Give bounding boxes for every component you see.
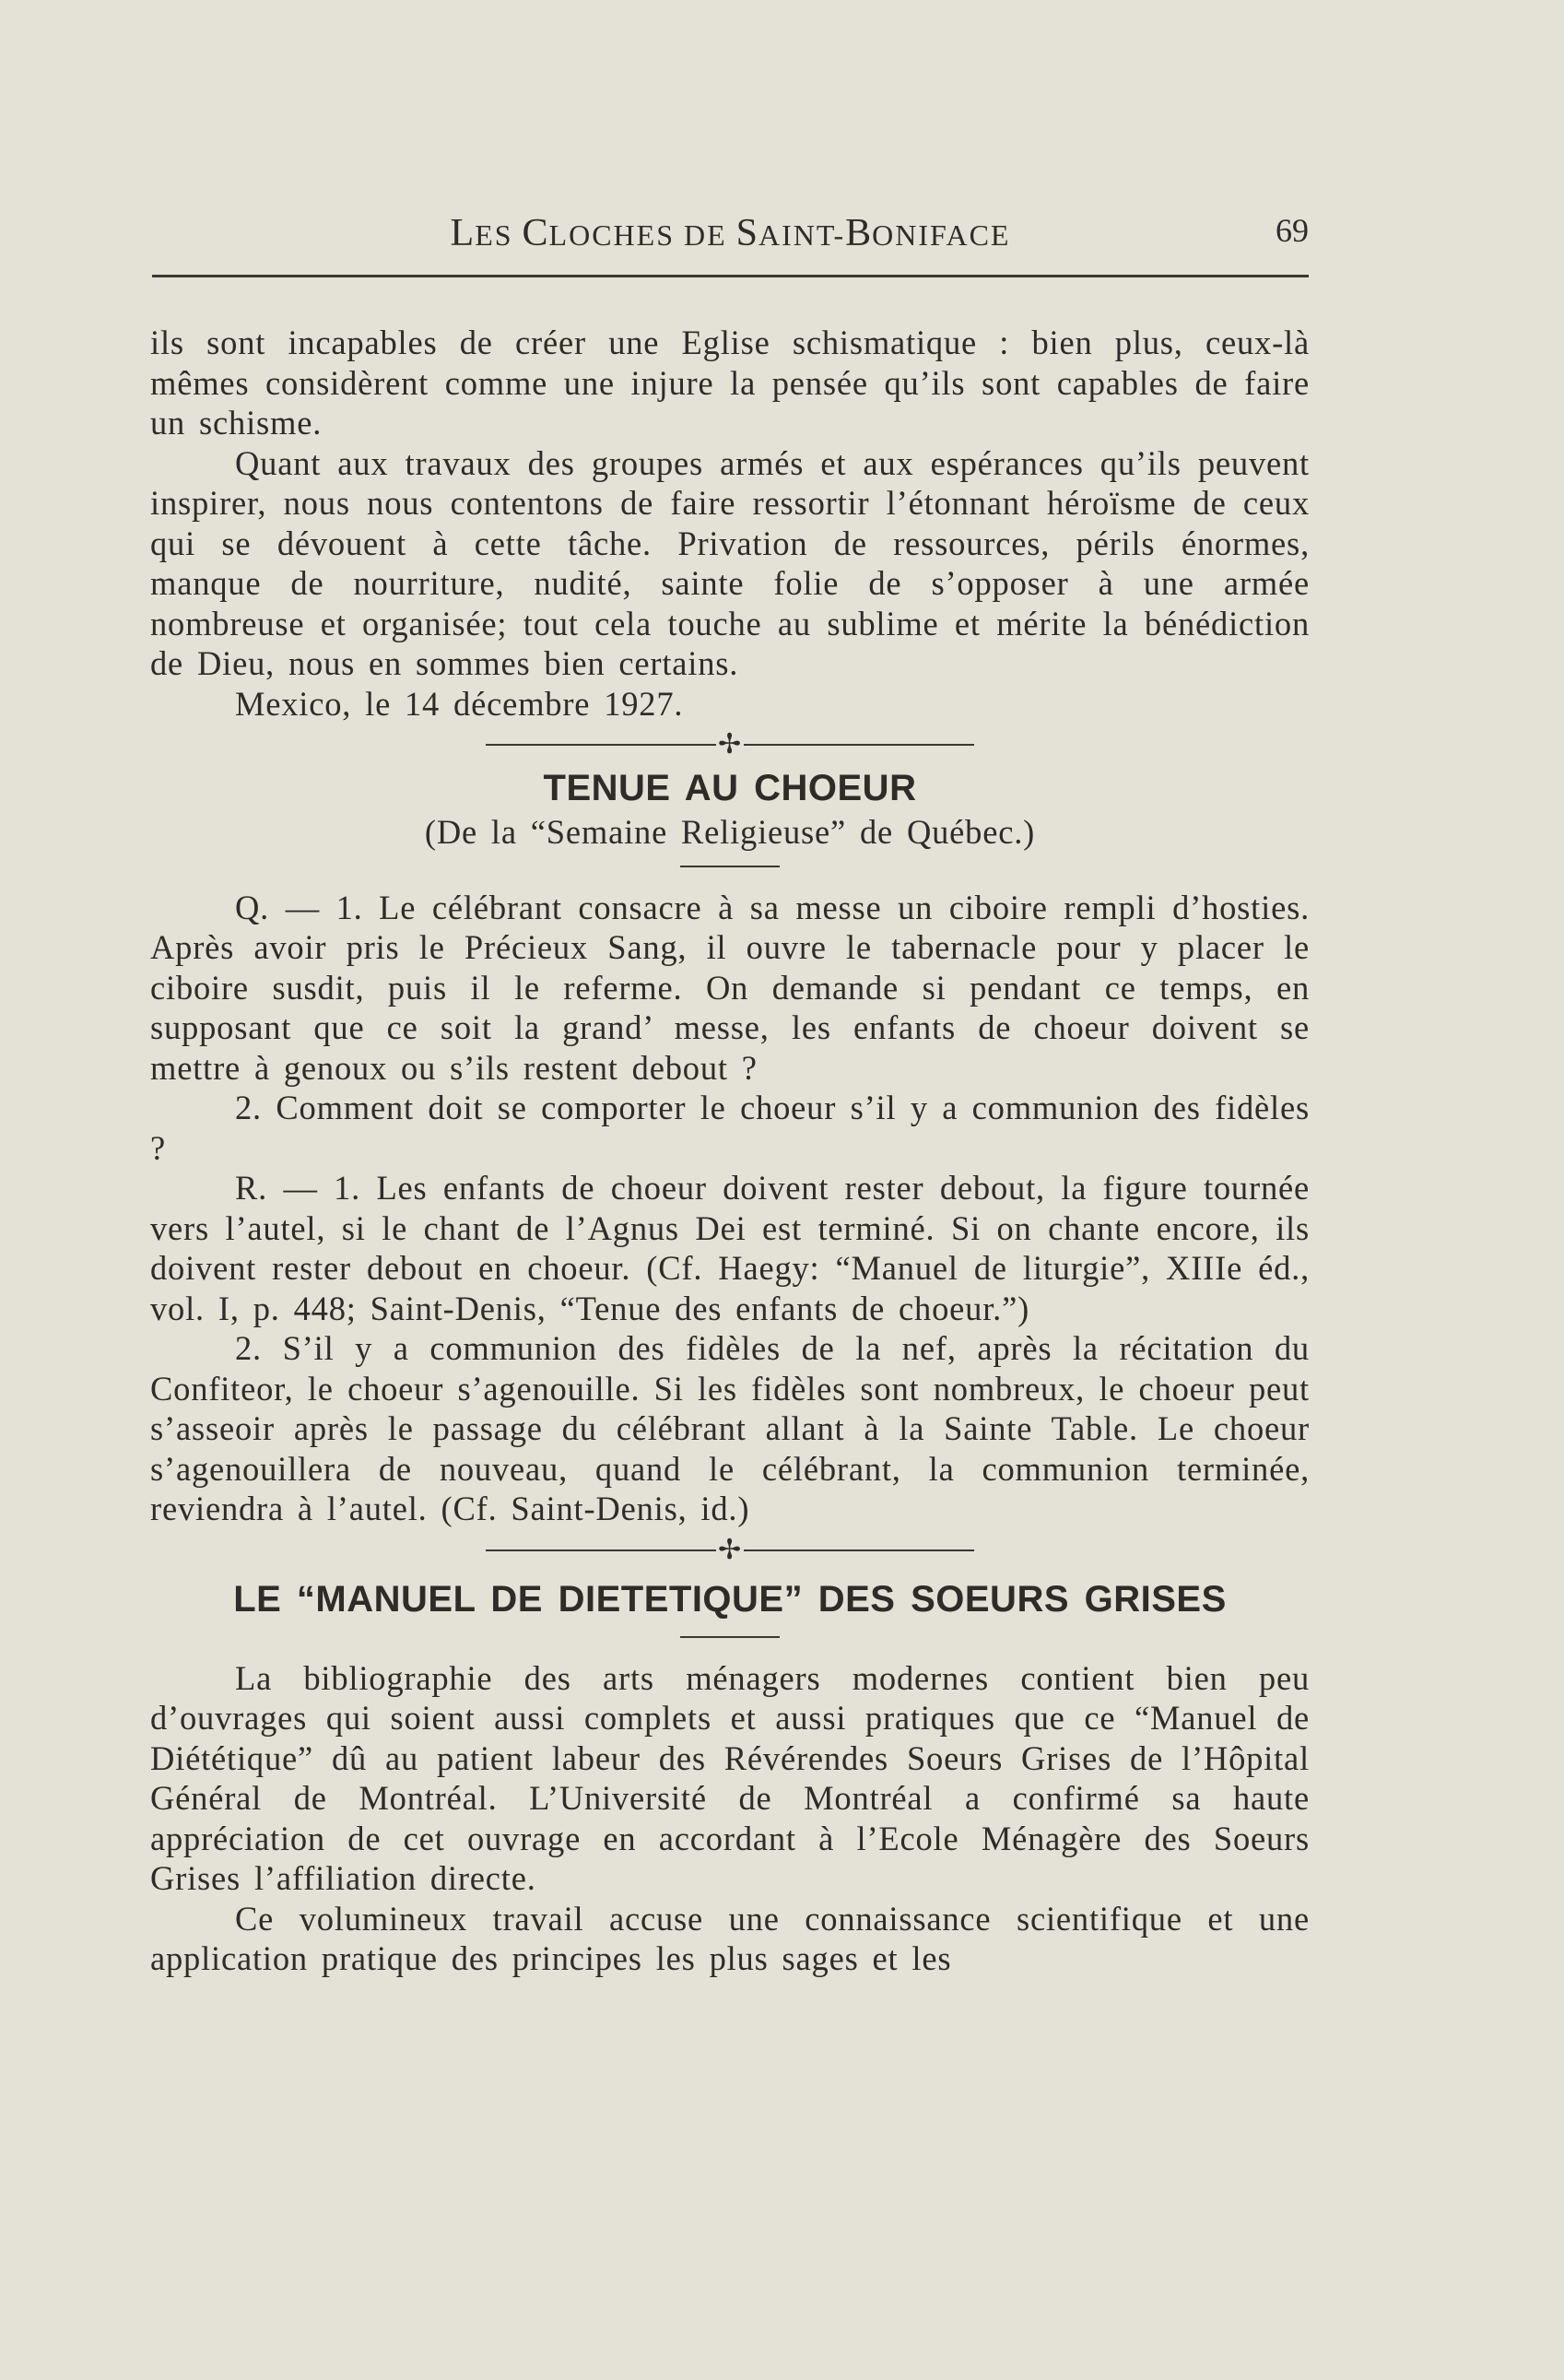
- ornament-line: [744, 1549, 974, 1551]
- section-ornament: [150, 727, 1310, 762]
- section-title: TENUE AU CHOEUR: [543, 768, 917, 808]
- paragraph: Ce volumineux travail accuse une connaissance scientifique et une application pratique des principes les plus sages et les: [150, 1899, 1310, 1977]
- paragraph: Q. — 1. Le célébrant consacre à sa messe un ciboire rempli d’hosties. Après avoir pris le Précieux Sang, il ouvre le tabernacle pour y placer le ciboire susdit, puis il le referme. On demande si pendant ce temps, en supposant que ce soit la grand’ messe, les enfants de choeur doivent se mettre à genoux ou s’ils restent debout ?: [150, 888, 1310, 1087]
- title-smallcaps: AINT-: [758, 218, 846, 252]
- cross-ornament-icon: ✢: [718, 1534, 742, 1565]
- title-smallcaps: ES: [475, 218, 523, 252]
- short-rule: [680, 866, 780, 867]
- paragraph: 2. Comment doit se comporter le choeur s’il y a communion des fidèles ?: [150, 1089, 1310, 1167]
- cross-ornament-icon: ✢: [718, 729, 742, 760]
- paragraph: ils sont incapables de créer une Eglise schismatique : bien plus, ceux-là mêmes considèrent comme une injure la pensée qu’ils sont capables de faire un schisme.: [150, 324, 1310, 442]
- running-title: [152, 211, 1309, 255]
- running-header: [152, 207, 1309, 272]
- short-rule: [680, 1636, 780, 1638]
- page-body: [150, 323, 1310, 1979]
- section-title: LE “MANUEL DE DIETETIQUE” DES SOEURS GRISES: [233, 1578, 1227, 1620]
- paragraph: R. — 1. Les enfants de choeur doivent rester debout, la figure tournée vers l’autel, si le chant de l’Agnus Dei est terminé. Si on chante encore, ils doivent rester debout en choeur. (Cf. Haegy: “Manuel de liturgie”, XIIIe éd., vol. I, p. 448; Saint-Denis, “Tenue des enfants de choeur.”): [150, 1169, 1310, 1327]
- ornament-line: [744, 744, 974, 746]
- ornament-line: [486, 744, 716, 746]
- header-rule: [152, 275, 1309, 277]
- paragraph: La bibliographie des arts ménagers modernes contient bien peu d’ouvrages qui soient aussi complets et aussi pratiques que ce “Manuel de Diététique” dû au patient labeur des Révérendes Soeurs Grises de l’Hôpital Général de Montréal. L’Université de Montréal a confirmé sa haute appréciation de cet ouvrage en accordant à l’Ecole Ménagère des Soeurs Grises l’affiliation directe.: [150, 1658, 1310, 1897]
- dateline: Mexico, le 14 décembre 1927.: [235, 684, 684, 723]
- ornament-line: [486, 1549, 716, 1551]
- title-cap: S: [735, 212, 759, 254]
- title-smallcaps: LOCHES DE: [548, 218, 736, 252]
- title-smallcaps: ONIFACE: [872, 218, 1011, 252]
- title-cap: L: [450, 212, 476, 254]
- section-ornament: [150, 1533, 1310, 1568]
- section-subtitle: (De la “Semaine Religieuse” de Québec.): [424, 813, 1036, 851]
- paragraph: 2. S’il y a communion des fidèles de la nef, après la récitation du Confiteor, le choeur s’agenouille. Si les fidèles sont nombreux, le choeur peut s’asseoir après le passage du célébrant allant à la Sainte Table. Le choeur s’agenouillera de nouveau, quand le célébrant, la communion terminée, reviendra à l’autel. (Cf. Saint-Denis, id.): [150, 1329, 1310, 1527]
- page-number: 69: [1276, 212, 1309, 249]
- title-cap: C: [522, 212, 549, 254]
- paragraph: Quant aux travaux des groupes armés et aux espérances qu’ils peuvent inspirer, nous nous contentons de faire ressortir l’étonnant héroïsme de ceux qui se dévouent à cette tâche. Privation de ressources, périls énormes, manque de nourriture, nudité, sainte folie de s’opposer à une armée nombreuse et organisée; tout cela touche au sublime et mérite la bénédiction de Dieu, nous en sommes bien certains.: [150, 443, 1310, 682]
- title-cap: B: [845, 212, 873, 254]
